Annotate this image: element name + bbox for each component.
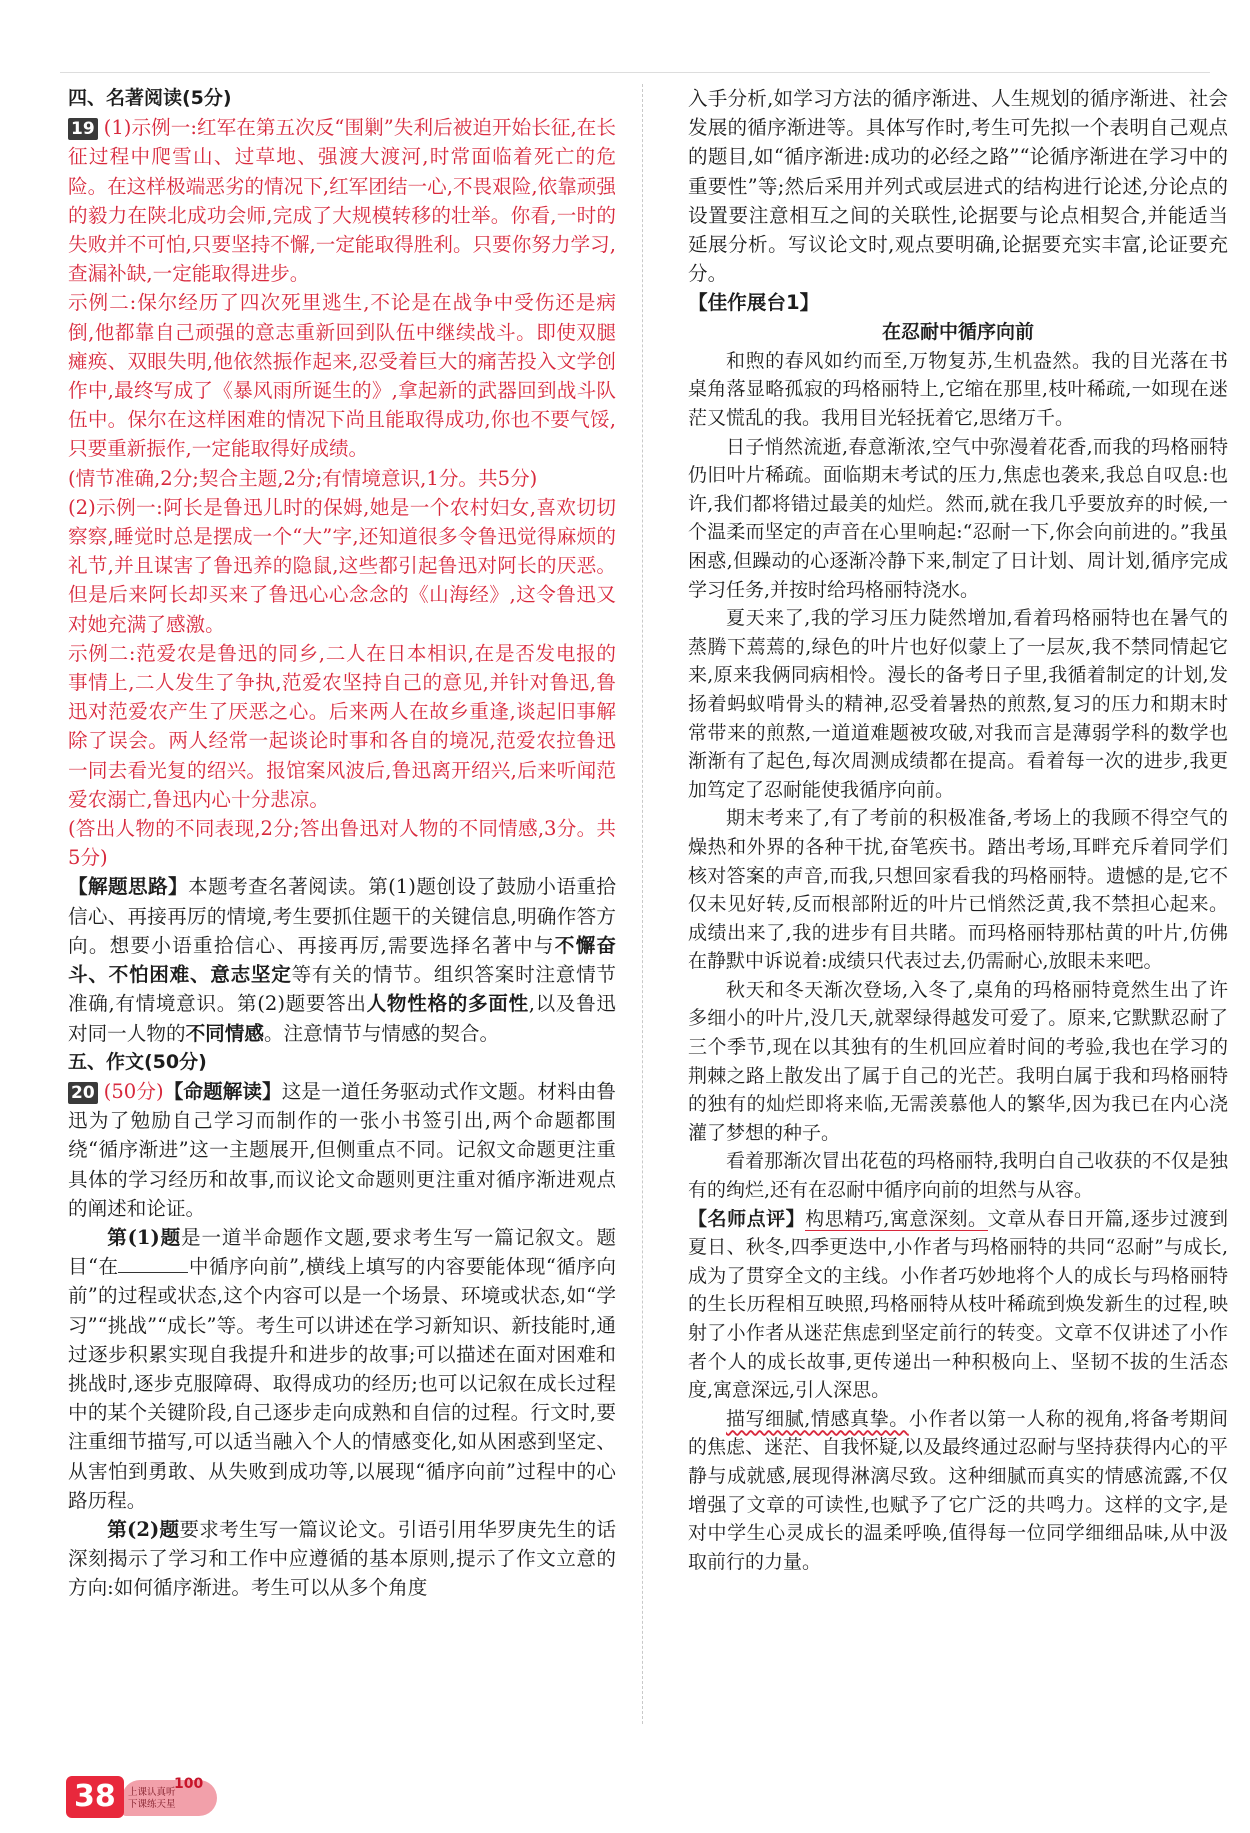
comment-text-1: 文章从春日开篇,逐步过渡到夏日、秋冬,四季更迭中,小作者与玛格丽特的共同“忍耐”与成长,成为了贯穿全文的主线。小作者巧妙地将个人的成长与玛格丽特的生长历程相互映照,玛格丽特从枝叶稀疏到焕发新生的过程,映射了小作者从迷茫焦虑到坚定前行的转变。文章不仅讲述了小作者个人的成长故事,更传递出一种积极向上、坚韧不拔的生活态度,寓意深远,引人深思。: [688, 1207, 1228, 1402]
topic1-text-a: 是一道半命题作文题,要求考生写一篇记叙文。题目“在: [68, 1225, 616, 1279]
solution-idea-bold-2: 人物性格的多面性: [366, 992, 529, 1016]
brand-logo: 100: [174, 1776, 204, 1792]
teacher-comment-2: [688, 1405, 1228, 1577]
topic2-continued: 入手分析,如学习方法的循序渐进、人生规划的循序渐进、社会发展的循序渐进等。具体写作时,考生可先拟一个表明自己观点的题目,如“循序渐进:成功的必经之路”“论循序渐进在学习中的重要性”等;然后采用并列式或层进式的结构进行论述,分论点的设置要注意相互之间的关联性,论据要与论点相契合,并能适当延展分析。写议论文时,观点要明确,论据要充实丰富,论证要充分。: [688, 87, 1228, 286]
solution-idea-bold-1: 不懈奋斗、不怕困难、意志坚定: [68, 933, 617, 987]
solution-idea-text-c: ,以及鲁迅对同一人物的: [68, 992, 617, 1045]
q19-answer-4: 示例二:范爱农是鲁迅的同乡,二人在日本相识,在是否发电报的事情上,二人发生了争执,范爱农坚持自己的意见,并针对鲁迅,鲁迅对范爱农产生了厌恶之心。后来两人在故乡重逢,谈起旧事解除了误会。两人经常一起谈论时事和各自的境况,范爱农拉鲁迅一同去看光复的绍兴。报馆案风波后,鲁迅离开绍兴,后来听闻范爱农溺亡,鲁迅内心十分悲凉。: [68, 641, 616, 811]
left-column: [68, 84, 616, 1603]
solution-idea-bold-3: 不同情感: [185, 1021, 264, 1045]
teacher-comment: [688, 1205, 1228, 1405]
q19-answer-1: [68, 113, 616, 288]
essay-paragraph: 和煦的春风如约而至,万物复苏,生机盎然。我的目光落在书桌角落显略孤寂的玛格丽特上,它缩在那里,枝叶稀疏,一如现在迷茫又慌乱的我。我用目光轻抚着它,思绪万千。: [688, 349, 1228, 430]
column-divider: [642, 84, 643, 1724]
page-number: 38: [66, 1776, 124, 1818]
solution-idea: [68, 872, 616, 1047]
topic2-analysis: [68, 1515, 616, 1603]
teacher-comment-tag: 【名师点评】: [688, 1207, 806, 1230]
interpretation-tag: 【命题解读】: [163, 1079, 282, 1103]
slogan-line-1: 上课认真听: [128, 1787, 176, 1798]
q19-p1-text: (1)示例一:红军在第五次反“围剿”失利后被迫开始长征,在长征过程中爬雪山、过草地、强渡大渡河,时常面临着死亡的危险。在这样极端恶劣的情况下,红军团结一心,不畏艰险,依靠顽强的毅力在陕北成功会师,完成了大规模转移的壮举。你看,一时的失败并不可怕,只要坚持不懈,一定能取得胜利。只要你努力学习,查漏补缺,一定能取得进步。: [68, 116, 616, 286]
page-footer: [66, 1776, 216, 1820]
brand-slogan: [128, 1787, 176, 1811]
essay-paragraph: 日子悄然流逝,春意渐浓,空气中弥漫着花香,而我的玛格丽特仍旧叶片稀疏。面临期末考试的压力,焦虑也袭来,我总自叹息:也许,我们都将错过最美的灿烂。然而,就在我几乎要放弃的时候,一个温柔而坚定的声音在心里响起:“忍耐一下,你会向前进的。”我虽困惑,但躁动的心逐渐冷静下来,制定了日计划、周计划,循序完成学习任务,并按时给玛格丽特浇水。: [688, 435, 1228, 601]
q19-number: 19: [68, 118, 98, 140]
q19-scoring-1: (情节准确,2分;契合主题,2分;有情境意识,1分。共5分): [68, 466, 538, 490]
section5-title: 五、作文(50分): [68, 1050, 207, 1073]
solution-idea-tag: 【解题思路】: [68, 875, 189, 899]
essay-paragraph: 期末考来了,有了考前的积极准备,考场上的我顾不得空气的燥热和外界的各种干扰,奋笔疾书。踏出考场,耳畔充斥着同学们核对答案的声音,而我,只想回家看我的玛格丽特。遗憾的是,它不仅未见好转,反而根部附近的叶片已悄然泛黄,我不禁担心起来。成绩出来了,我的进步有目共睹。而玛格丽特那枯黄的叶片,仿佛在静默中诉说着:成绩只代表过去,仍需耐心,放眼未来吧。: [688, 807, 1228, 973]
q19-answer-3: (2)示例一:阿长是鲁迅儿时的保姆,她是一个农村妇女,喜欢切切察察,睡觉时总是摆成一个“大”字,还知道很多令鲁迅觉得麻烦的礼节,并且谋害了鲁迅养的隐鼠,这些都引起鲁迅对阿长的厌恶。但是后来阿长却买来了鲁迅心心念念的《山海经》,这令鲁迅又对她充满了感激。: [68, 495, 616, 636]
section4-title: 四、名著阅读(5分): [68, 87, 232, 109]
comment-highlight-2: 描写细腻,情感真挚。: [726, 1407, 909, 1430]
solution-idea-text-d: 。注意情节与情感的契合。: [263, 1021, 500, 1045]
fill-blank-line: [118, 1255, 188, 1273]
essay-title: 在忍耐中循序向前: [881, 320, 1034, 343]
comment-text-2: 小作者以第一人称的视角,将备考期间的焦虑、迷茫、自我怀疑,以及最终通过忍耐与坚持获得内心的平静与成就感,展现得淋漓尽致。这种细腻而真实的情感流露,不仅增强了文章的可读性,也赋予了它广泛的共鸣力。这样的文字,是对中学生心灵成长的温柔呼唤,值得每一位同学细细品味,从中汲取前行的力量。: [688, 1407, 1228, 1573]
slogan-line-2: 下课练天星: [128, 1799, 176, 1810]
q20-interpretation: [68, 1077, 616, 1223]
essay-paragraph: 看着那渐次冒出花苞的玛格丽特,我明白自己收获的不仅是独有的绚烂,还有在忍耐中循序向前的坦然与从容。: [688, 1150, 1228, 1202]
interpretation-text: 这是一道任务驱动式作文题。材料由鲁迅为了勉励自己学习而制作的一张小书签引出,两个命题都围绕“循序渐进”这一主题展开,但侧重点不同。记叙文命题更注重具体的学习经历和故事,而议论文命题则更注重对循序渐进观点的阐述和论证。: [68, 1079, 617, 1220]
topic1-label: 第(1)题: [107, 1225, 182, 1249]
right-column: [688, 84, 1228, 1576]
q19-answer-2: 示例二:保尔经历了四次死里逃生,不论是在战争中受伤还是病倒,他都靠自己顽强的意志重新回到队伍中继续战斗。即使双腿瘫痪、双眼失明,他依然振作起来,忍受着巨大的痛苦投入文学创作中,最终写成了《暴风雨所诞生的》,拿起新的武器回到战斗队伍中。保尔在这样困难的情况下尚且能取得成功,你也不要气馁,只要重新振作,一定能取得好成绩。: [68, 291, 616, 461]
topic1-analysis: [68, 1223, 616, 1515]
topic1-text-b: 中循序向前”,横线上填写的内容要能体现“循序向前”的过程或状态,这个内容可以是一个场景、环境或状态,如“学习”“挑战”“成长”等。考生可以讲述在学习新知识、新技能时,通过逐步积累实现自我提升和进步的故事;可以描述在面对困难和挑战时,逐步克服障碍、取得成功的经历;也可以记叙在成长过程中的某个关键阶段,自己逐步走向成熟和自信的过程。行文时,要注重细节描写,可以适当融入个人的情感变化,如从困惑到坚定、从害怕到勇敢、从失败到成功等,以展现“循序向前”过程中的心路历程。: [68, 1255, 616, 1512]
comment-highlight-1: 构思精巧,寓意深刻。: [805, 1207, 988, 1230]
solution-idea-text-b: 等有关的情节。组织答案时注意情节准确,有情境意识。第(2)题要答出: [68, 963, 617, 1016]
topic2-text: 要求考生写一篇议论文。引语引用华罗庚先生的话深刻揭示了学习和工作中应遵循的基本原则,提示了作文立意的方向:如何循序渐进。考生可以从多个角度: [68, 1517, 616, 1600]
q20-score: (50分): [103, 1079, 164, 1103]
showcase-tag: 【佳作展台1】: [688, 291, 820, 315]
q20-number: 20: [68, 1082, 98, 1104]
top-rule: [60, 72, 1210, 73]
essay-paragraph: 秋天和冬天渐次登场,入冬了,桌角的玛格丽特竟然生出了许多细小的叶片,没几天,就翠绿得越发可爱了。原来,它默默忍耐了三个季节,现在以其独有的生机回应着时间的考验,我也在学习的荆棘之路上散发出了属于自己的光芒。我明白属于我和玛格丽特的独有的灿烂即将来临,无需羡慕他人的繁华,因为我已在内心浇灌了梦想的种子。: [688, 978, 1228, 1144]
solution-idea-text-a: 本题考查名著阅读。第(1)题创设了鼓励小语重拾信心、再接再厉的情境,考生要抓住题干的关键信息,明确作答方向。想要小语重拾信心、再接再厉,需要选择名著中与: [68, 875, 616, 957]
topic2-label: 第(2)题: [107, 1517, 180, 1541]
q19-scoring-2: (答出人物的不同表现,2分;答出鲁迅对人物的不同情感,3分。共5分): [68, 817, 616, 870]
essay-paragraph: 夏天来了,我的学习压力陡然增加,看着玛格丽特也在暑气的蒸腾下蔫蔫的,绿色的叶片也好似蒙上了一层灰,我不禁同情起它来,原来我俩同病相怜。漫长的备考日子里,我循着制定的计划,发扬着蚂蚁啃骨头的精神,忍受着暑热的煎熬,复习的压力和期末时常带来的煎熬,一道道难题被攻破,对我而言是薄弱学科的数学也渐渐有了起色,每次周测成绩都在提高。看着每一次的进步,我更加笃定了忍耐能使我循序向前。: [688, 607, 1228, 801]
